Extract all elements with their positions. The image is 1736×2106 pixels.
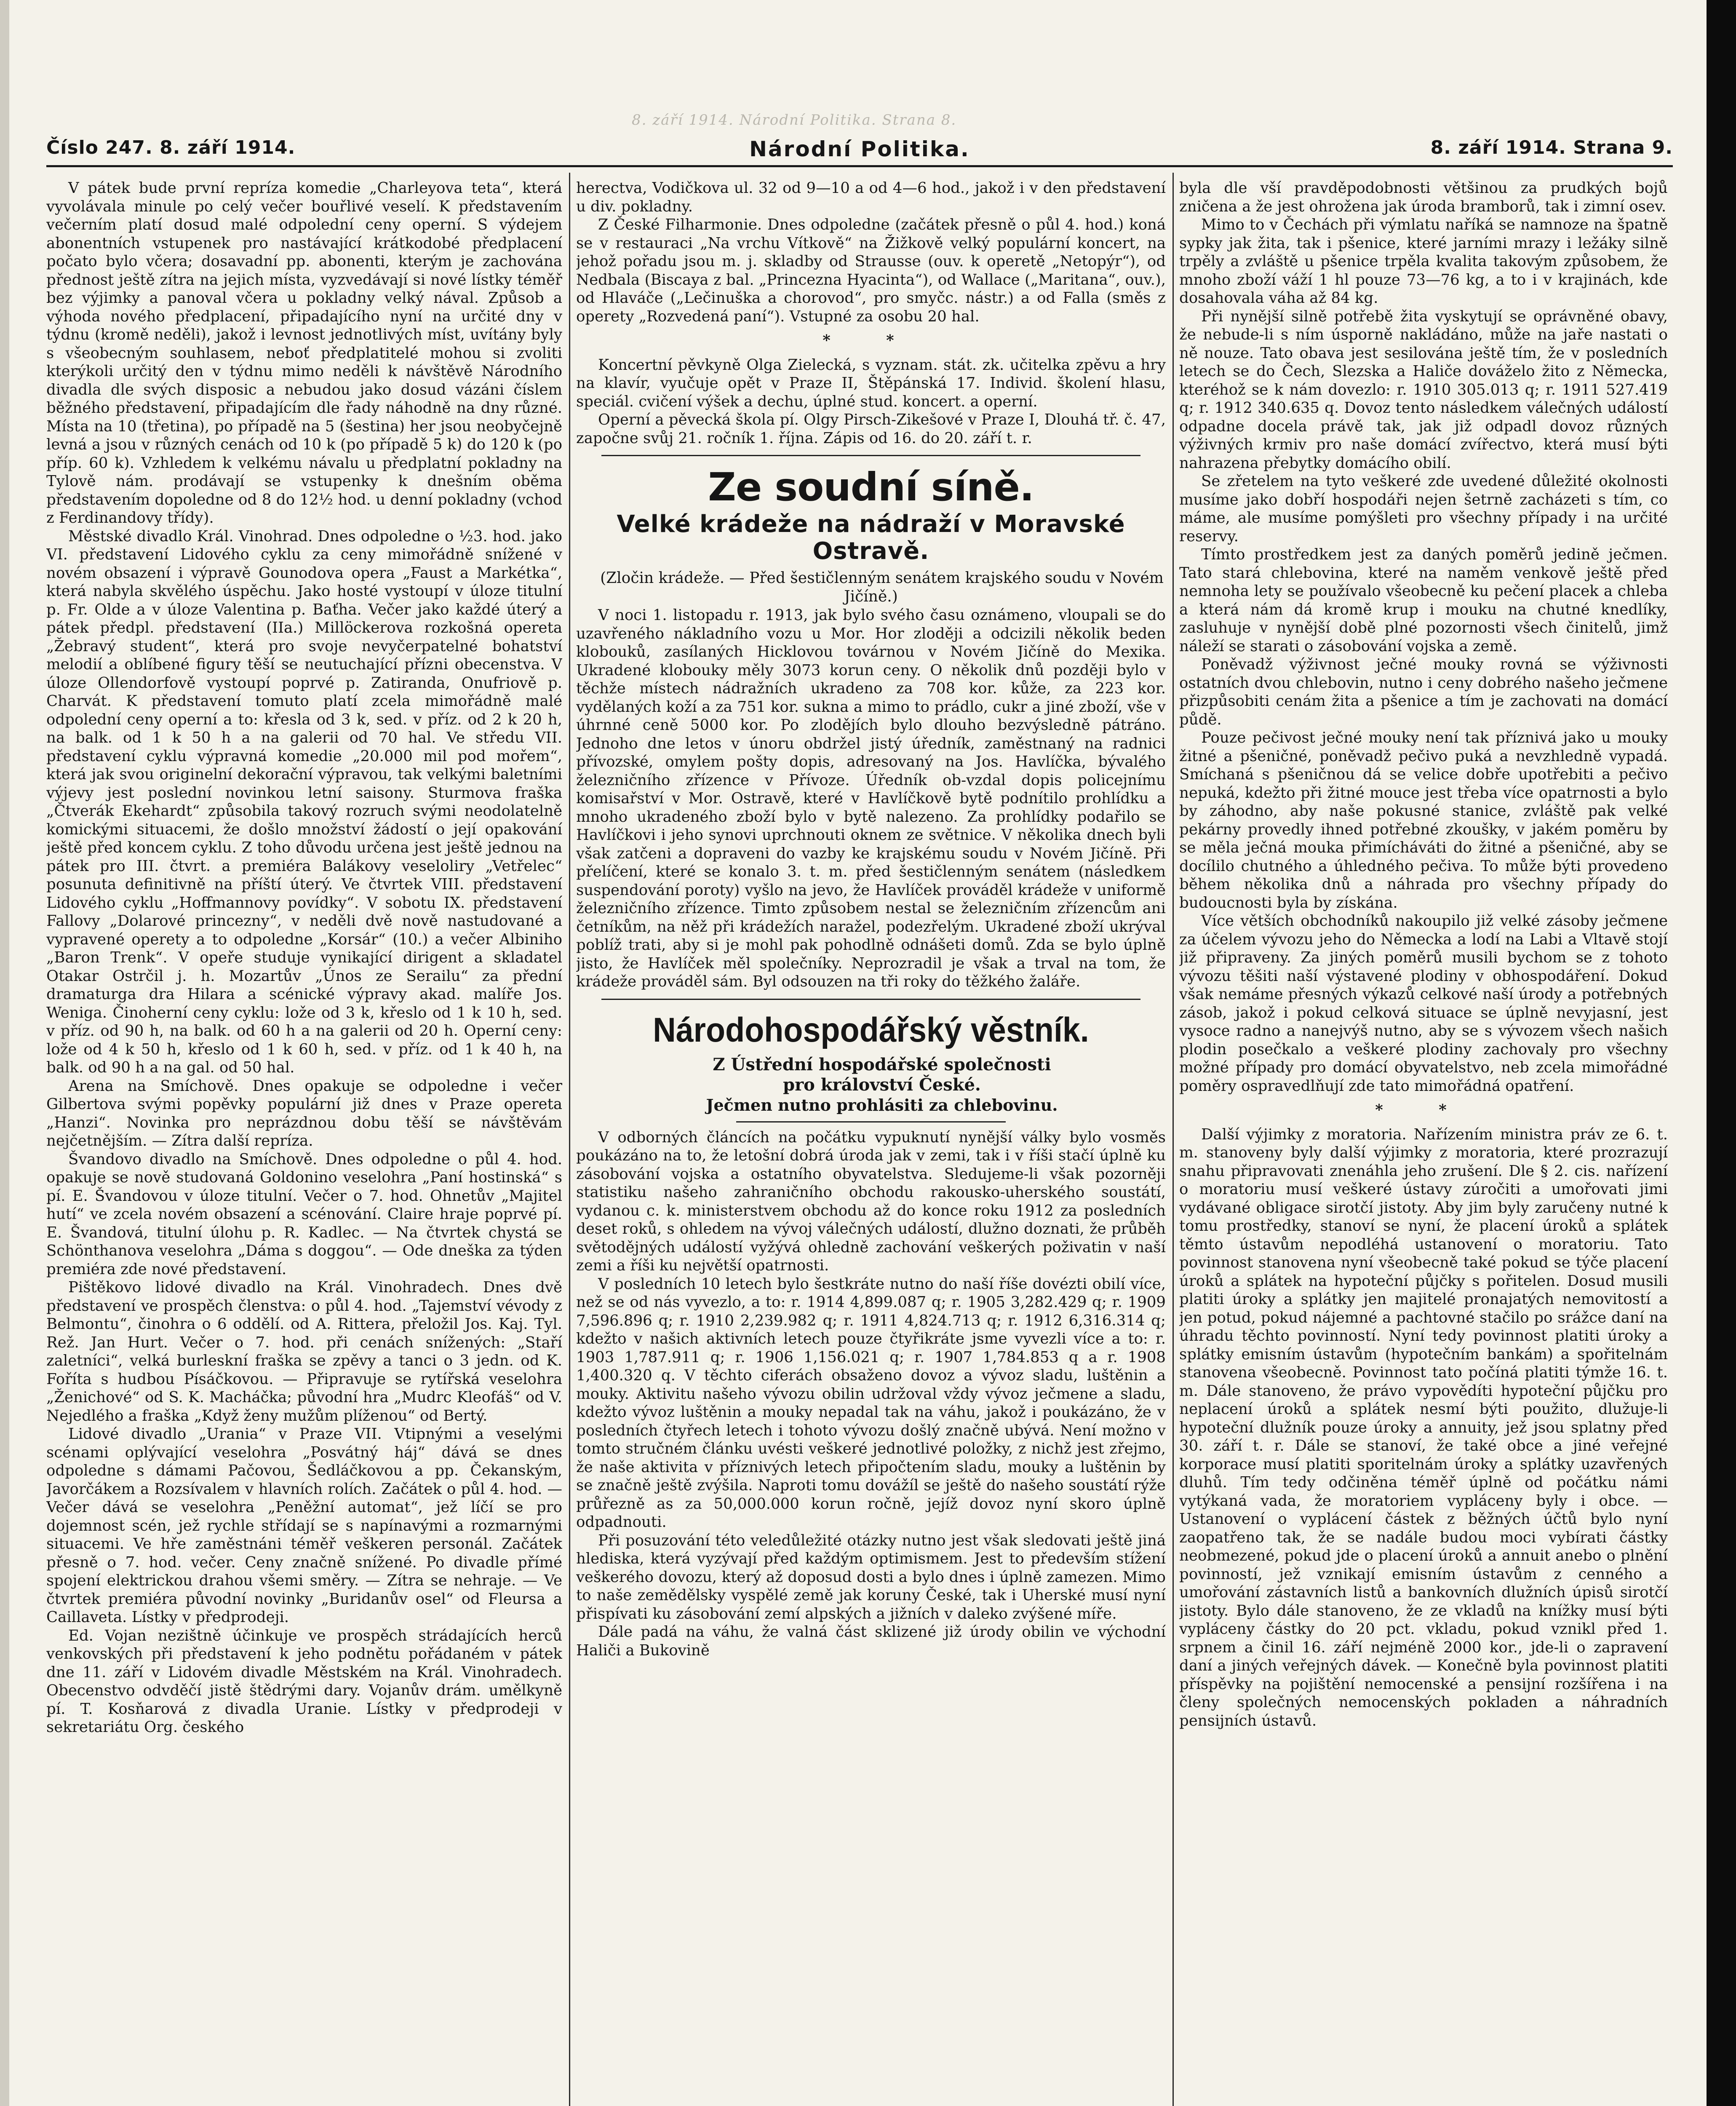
header-rule — [46, 165, 1673, 167]
notice-opera-school: Operní a pěvecká škola pí. Olgy Pirsch-Zikešové v Praze I, Dlouhá tř. č. 47, započne svůj 21. ročník 1. října. Zápis od 16. do 20. září t. r. — [576, 411, 1166, 447]
scan-right-edge — [1707, 0, 1736, 2106]
article-continuation: herectva, Vodičkova ul. 32 od 9—10 a od 4—6 hod., jakož i v den představení u div. pokladny. — [576, 179, 1166, 215]
economy-reserves: Se zřetelem na tyto veškeré zde uvedené důležité okolnosti musíme jako dobří hospodáři nejen šetrně zacházeti s tím, co máme, ale musíme pomýšleti pro všechny případy i na určité reservy. — [1179, 473, 1668, 545]
column-theatre-news — [46, 179, 562, 2106]
masthead-title: Národní Politika. — [749, 137, 970, 161]
section-ornament: * * — [1375, 1101, 1472, 1119]
section-rule — [601, 999, 1140, 1000]
article-arena-smichov: Arena na Smíchově. Dnes opakuje se odpoledne i večer Gilbertova svými popěvky populární již dnes v Praze opereta „Hanzi“. Novinka pro neprázdnou dobu těší se návštěvám nejčetnějším. — Zítra další repríza. — [46, 1077, 562, 1149]
headline-rule — [736, 1121, 1006, 1122]
economy-barley: Tímto prostředkem jest za daných poměrů jedině ječmen. Tato stará chlebovina, které na naměm venkově ještě před nemnoha lety se používalo všeobecně ku pečení placek a chleba a která nám dá kromě krup i mouku na chutné knedlíky, zasluhuje v nynější době plné pozornosti všech činitelů, jimž náleží se starati o zásobování vojska a země. — [1179, 546, 1668, 655]
economy-article-headline: Ječmen nutno prohlásiti za chlebovinu. — [706, 1095, 1058, 1114]
column-divider-1 — [569, 173, 570, 2106]
notice-singer-zielecka: Koncertní pěvkyně Olga Zielecká, s vyznam. stát. zk. učitelka zpěvu a hry na klavír, vyučuje opět v Praze II, Štěpánská 17. Individ. školení hlasu, speciál. cvičení výšek a dechu, úplné stud. koncert. a operní. — [576, 356, 1166, 410]
article-vojan-benefit: Ed. Vojan nezištně účinkuje ve prospěch strádajících herců venkovských při představení k jeho podnětu pořádaném v pátek dne 11. září v Lidovém divadle Městském na Král. Vinohradech. Obecenstvo odvděčí jistě štědrými dary. Vojanův drám. umělkyně pí. T. Kosňarová z divadla Uranie. Lístky v předprodeji v sekretariátu Org. českého — [46, 1627, 562, 1736]
economy-export: Více větších obchodníků nakoupilo již velké zásoby ječmene za účelem vývozu jeho do Německa a lodí na Labi a Vltavě stojí již připraveny. Za jiných poměrů musili bychom se z tohoto vývozu těšiti naší výstavené plodiny v obhospodáření. Dokud však nemáme přesných výkazů celkové naší úrody a potřebných zásob, jakož i pokud celková situace se úplně nevyjasní, jest vysoce radno a nanejvýš nutno, aby se s vývozem všech našich plodin posečkalo a veškeré plodiny zachovaly pro všechny možné případy pro domácí obyvatelstvo, neb zcela mimořádné poměry ospravedlňují zde tato mimořádná opatření. — [1179, 912, 1668, 1095]
column-court-economy — [576, 179, 1166, 2106]
economy-article-p3: Při posuzování této veledůležité otázky nutno jest však sledovati ještě jiná hlediska, která vyzývají před každým optimismem. Jest to především stížení veškerého dovozu, který až doposud dosti a bylo dnes i úplně zamezen. Mimo to naše zemědělsky vyspělé země jak koruny České, tak i Uherské musí nyní přispívati ku zásobování zemí alpských a jižních v daleko zvýšené míře. — [576, 1531, 1166, 1622]
economy-barley-baking: Pouze pečivost ječné mouky není tak příznivá jako u mouky žitné a pšeničné, poněvadž pečivo puká a nevzhledně vypadá. Smíchaná s pšeničnou dá se velice dobře upotřebiti a pečivo nepuká, kdežto při žitné mouce jest třeba více opatrnosti a bylo by záhodno, aby naše pokusné stanice, zvláště pak velké pekárny provedly ihned potřebné zkoušky, v jakém poměru by se měla ječná mouka přimícháváti do žitné a pšeničné, aby se docílilo chutného a úhledného pečiva. To může býti provedeno během několika dnů a náhrada pro všechny případy do budoucnosti byla by získána. — [1179, 729, 1668, 911]
article-pistek-theatre: Pištěkovo lidové divadlo na Král. Vinohradech. Dnes dvě představení ve prospěch členstva: o půl 4. hod. „Tajemství vévody z Belmontu“, činohra o 6 oddělí. od A. Rittera, přeložil Jos. Kaj. Tyl. Rež. Jan Hurt. Večer o 7. hod. při cenách snížených: „Staří zaletníci“, velká burleskní fraška se zpěvy a tanci o 3 jedn. od K. Foříta s hudbou Písáčkovou. — Připravuje se rytířská veselohra „Ženichové“ od S. K. Macháčka; původní hra „Mudrc Kleofáš“ od V. Nejedlého a fraška „Když ženy mužům plíženou“ od Bertý. — [46, 1279, 562, 1424]
economy-source-line2: pro království České. — [783, 1074, 981, 1095]
section-rule — [601, 455, 1140, 456]
section-ornament: * * — [823, 332, 919, 349]
economy-harvest: Mimo to v Čechách při výmlatu naříká se namnoze na špatně sypky jak žita, tak i pšenice, které jarními mrazy i ležáky silně trpěly a zvláště u pšenice trpěla kvalita takovým způsobem, že mnoho zboží váží 1 hl pouze 73—76 kg, a to i v krajinách, kde dosahovala váha až 84 kg. — [1179, 216, 1668, 307]
article-vinohrady-theatre: Městské divadlo Král. Vinohrad. Dnes odpoledne o ½3. hod. jako VI. představení Lidového cyklu za ceny mimořádně snížené v novém obsazení i výpravě Gounodova opera „Faust a Markétka“, která nabyla skvělého úspěchu. Jako hosté vystoupí v úloze titulní p. Fr. Olde a v úloze Valentina p. Baťha. Večer jako každé úterý a pátek předpl. představení (IIa.) Millöckerova rozkošná opereta „Žebravý student“, která pro svoje nevyčerpatelné bohatství melodií a oblíbené figury těší se neutuchající přízni obecenstva. V úloze Ollendorfově vystoupí poprvé p. Zatiranda, Onufriově p. Charvát. K představení tomuto platí zcela mimořádně malé odpolední ceny operní a to: křesla od 3 k, sed. v příz. od 2 k 20 h, na balk. od 1 k 50 h a na galerii od 70 hal. Ve středu VII. představení cyklu výpravná komedie „20.000 mil pod mořem“, která jak svou originelní dekorační výpravou, tak velkými baletními výjevy jest poslední novinkou letní saisony. Sturmova fraška „Čtverák Ekehardt“ způsobila takový rozruch svými neodolatelně komickými situacemi, že došlo množství žádostí o její opakování ještě před koncem cyklu. Z toho důvodu určena jest ještě jednou na pátek pro III. čtvrt. a premiéra Balákovy veseloliry „Vetřelec“ posunuta definitivně na příští úterý. Ve čtvrtek VIII. představení Lidového cyklu „Hoffmannovy povídky“. V sobotu IX. představení Fallovy „Dolarové princezny“, v neděli dvě nově nastudované a vypravené operety a to odpoledne „Korsár“ (10.) a večer Albiniho „Baron Trenk“. V opeře studuje vynikající dirigent a skladatel Otakar Ostrčil j. h. Mozartův „Únos ze Serailu“ za přední dramaturga dra Hilara a scénické výpravy akad. malíře Jos. Wenigа. Činoherní ceny cyklu: lože od 3 k, křeslo od 1 k 10 h, sed. v příz. od 90 h, na balk. od 60 h a na galerii od 20 h. Operní ceny: lože od 4 k 50 h, křeslo od 1 k 60 h, sed. v příz. od 1 k 40 h, na balk. od 90 h a na gal. od 50 hal. — [46, 527, 562, 1076]
economy-section-title: Národohospodářský věstník. — [653, 1010, 1089, 1049]
economy-source-line1: Z Ústřední hospodářské společnosti — [713, 1054, 1051, 1074]
economy-barley-price: Poněvadž výživnost ječné mouky rovná se výživnosti ostatních dvou chlebovin, nutno i ceny dobrého našeho ječmene přizpůsobiti cenám žita a pšenice a tím je zachovati na domácí půdě. — [1179, 656, 1668, 728]
column-divider-2 — [1172, 173, 1174, 2106]
article-national-theatre: V pátek bude první repríza komedie „Charleyova teta“, která vyvolávala minule po celý večer bouřlivé veselí. K představením večerním platí dosud malé odpolední ceny operní. S výdejem abonentních vstupenek pro nastávající krátkodobé předplacení počato bylo včera; dosavadní pp. abonenti, kterým je zachována přednost ještě zítra na jejich místa, vyzvedávají si nové lístky téměř bez výjimky a panoval včera u pokladny velký nával. Způsob a výhoda nového předplacení, připadajícího nyní na určité dny v týdnu (kromě neděli), jakož i levnost jednotlivých míst, uvítány byly s všeobecným souhlasem, neboť předplatitelé mohou si zvoliti kterýkoli určitý den v týdnu mimo neděli k návštěvě Národního divadla dle svých disposic a nebudou jako dosud vázáni číslem běžného představení, připadajícím dle řady náhodně na dny různé. Místa na 10 (třetina), po případě na 5 (šestina) her jsou neobyčejně levná a jsou v různých cenách od 10 k (po případě 5 k) do 120 k (po příp. 60 k). Vzhledem k velkému návalu u předplatní pokladny na Tylově nám. prodávají se vstupenky k dnešním oběma představením dopoledne od 8 do 12½ hod. u denní pokladny (vchod z Ferdinandovy třídy). — [46, 179, 562, 526]
bleed-through-text: 8. září 1914. Národní Politika. Strana 8. — [632, 112, 957, 128]
economy-rye-shortage: Při nynější silně potřebě žita vyskytují se oprávněné obavy, že nebude-li s ním úsporně nakládáno, může na jaře nastati o ně nouze. Tato obava jest sesilována ještě tím, že v posledních letech se do Čech, Slezska a Haliče dováželo žito z Německa, kteréhož se k nám dovezlo: r. 1910 305.013 q; r. 1911 527.419 q; r. 1912 340.635 q. Dovoz tento následkem válečných událostí odpadne docela právě tak, jak již odpadl dovoz různých výživných krmiv pro naše domácí zvířectvo, která musí býti nahrazena přebytky domácího obilí. — [1179, 307, 1668, 472]
article-moratorium: Další výjimky z moratoria. Nařízením ministra práv ze 6. t. m. stanoveny byly další výjimky z moratoria, které prozrazují snahu připravovati znenáhla jeho zrušení. Dle § 2. cis. nařízení o moratoriu musí veškeré ústavy zúročiti a umořovati jimi vydávané obligace sirotčí jistoty. Aby jim byly zaručeny nutné k tomu prostředky, stanoví se nyní, že placení úroků a splátek těmto ústavům nepodléhá ustanovení o moratoriu. Tato povinnost stanovena nyní všeobecně také pokud se týče placení úroků a splátek na hypoteční půjčky s pořitelen. Dosud musili platiti úroky a splátky jen majitelé pronajatých nemovitostí a jen potud, pokud nájemné a pachtovné stačilo po srážce daní na úhradu těchto povinností. Nyní tedy povinnost platiti úroky a splátky emisním ústavům (hypotečním bankám) a spořitelnám stanovena všeobecně. Povinnost tato počíná platiti týmže 16. t. m. Dále stanoveno, že právo vypovědíti hypoteční půjčku pro neplacení úroků a splátek nesmí býti použito, dlužuje-li hypoteční dlužník pouze úroky a annuity, jež jsou splatny před 30. září t. r. Dále se stanoví, že také obce a jiné veřejné korporace musí platiti sporitelnám úroky a splátky uzavřených dluhů. Tím tedy odčiněna téměř úplně od počátku námi vytýkaná vada, že moratoriem vypláceny byly i obce. — Ustanovení o vyplácení částek z běžných účtů bylo nyní zaopatřeno tak, že se nadále budou moci vybírati částky neobmezené, pokud jde o placení úroků a annuit anebo o plnění povinností, jež vznikají emisním ústavům z cenného a umořování zástavních listů a bankovních dlužních úpisů sirotčí jistoty. Bylo dále stanoveno, že ze vkladů na knížky musí býti vypláceny částky do 20 pct. vkladu, pokud vznikl před 1. srpnem a činil 16. září nejméně 2000 kor., jde-li o zapravení daní a jiných veřejných dávek. — Konečně byla povinnost platiti příspěvky na pojištění nemocenské a pensijní rozšířena i na členy společných nemocenských pokladen a náhradních pensijních ústavů. — [1179, 1125, 1668, 1729]
economy-article-p4: Dále padá na váhu, že valná část sklizené již úrody obilin ve východní Haliči a Bukovině — [576, 1623, 1166, 1659]
scan-left-edge — [0, 0, 9, 2106]
court-article-note: (Zločin krádeže. — Před šestičlenným senátem krajského soudu v Novém Jičíně.) — [600, 569, 1164, 605]
economy-article-p1: V odborných článcích na počátku vypuknutí nynější války bylo vosměs poukázáno na to, že letošní dobrá úroda jak v zemi, tak i v říši stačí úplně ku zásobování vojska a ostatního obyvatelstva. Sledujeme-li však pozorněji statistiku našeho zahraničního obchodu rakousko-uherského soustátí, vydanou c. k. ministerstvem obchodu až do konce roku 1912 za posledních deset roků, s ohledem na vývoj válečných událostí, dlužno doznati, že průběh světodějných událostí vyžývá ohledně zachování veškerých poživatin v naší zemi a říši ku největší opatrnosti. — [576, 1128, 1166, 1274]
court-article-body: V noci 1. listopadu r. 1913, jak bylo svého času oznámeno, vloupali se do uzavřeného nákladního vozu u Mor. Hor zloději a odcizili několik beden klobouků, zasílaných Hicklovou továrnou v Novém Jičíně do Mexika. Ukradené klobouky měly 3073 korun ceny. O několik dnů později bylo v těchže místech nádražních ukradeno za 708 kor. kůže, za 223 kor. vydělaných koží a za 751 kor. sukna a mimo to prádlo, cukr a jiné zboží, vše v úhrnné ceně 5000 kor. Po zlodějích bylo dlouho bezvýsledně pátráno. Jednoho dne letos v únoru obdržel jistý úředník, zaměstnaný na radnici přívozské, omylem pošty dopis, adresovaný na Jos. Havlíčka, bývalého železničního zřízence v Přívoze. Úředník ob-vzdal dopis policejnímu komisařství v Mor. Ostravě, které v Havlíčkově bytě podnítilo prohlídku a mnoho ukradeného zboží bylo v bytě nalezeno. Za prohlídky podařilo se Havlíčkovi i jeho synovi uprchnouti oknem ze světnice. V několika dnech byli však zatčeni a dopraveni do vazby ke krajskému soudu v Novém Jičíně. Při přelíčení, které se konalo 3. t. m. před šestičlenným senátem (následkem suspendování poroty) vyšlo na jevo, že Havlíček prováděl krádeže v uniformě železničního zřízence. Timto způsobem nestal se železničním zřízencům ani četníkům, na něž při krádežích naražel, podezřelým. Ukradené zboží ukrýval poblíž trati, aby si je mohl pak pohodlně odnášeti domů. Zda se bylo úplně jisto, že Havlíček měl společníky. Neprozradil je však a trval na tom, že krádeže prováděl sám. Byl odsouzen na tři roky do těžkého žaláře. — [576, 607, 1166, 990]
column-economy-moratorium — [1179, 179, 1668, 2106]
article-czech-philharmonic: Z České Filharmonie. Dnes odpoledne (začátek přesně o půl 4. hod.) koná se v restauraci „Na vrchu Vítkově“ na Žižkově velký populární koncert, na jehož pořadu jsou m. j. skladby od Strausse (ouv. k operetě „Netopýr“), od Nedbala (Biscaya z bal. „Princezna Hyacinta“), od Wallace („Maritana“, ouv.), od Hlaváče („Lečinuška a chorovod“, pro smyčc. nástr.) a od Falla (směs z operety „Rozvedená paní“). Vstupné za osobu 20 hal. — [576, 216, 1166, 325]
court-section-title: Ze soudní síně. — [708, 465, 1034, 510]
issue-number-date: Číslo 247. 8. září 1914. — [46, 137, 296, 158]
article-urania-theatre: Lidové divadlo „Urania“ v Praze VII. Vtipnými a veselými scénami oplývající veselohra „Posvátný háj“ dává se dnes odpoledne s dámami Pačovou, Šedláčkovou a pp. Čekanským, Javorčákem a Rozsívalem v hlavních rolích. Začátek o půl 4. hod. — Večer dává se veselohra „Peněžní automat“, jež líčí se pro dojemnost scén, jež rychle střídají se s napínavými a rozmarnými situacemi. Ve hře zaměstnáni téměř veškeren personál. Začátek přesně o 7. hod. večer. Ceny značně snížené. Po divadle přímé spojení elektrickou drahou všemi směry. — Zítra se nehraje. — Ve čtvrtek premiéra původní novinky „Buridanův osel“ od Fleursa a Caillaveta. Lístky v předprodeji. — [46, 1425, 562, 1626]
date-page-number: 8. září 1914. Strana 9. — [1430, 137, 1673, 158]
economy-continuation: byla dle vší pravděpodobnosti většinou za prudkých bojů zničena a že jest ohrožena jak úroda bramborů, tak i zimní osev. — [1179, 179, 1668, 215]
economy-article-p2: V posledních 10 letech bylo šestkráte nutno do naší říše dovézti obilí více, než se od nás vyvezlo, a to: r. 1914 4,899.087 q; r. 1905 3,282.429 q; r. 1909 7,596.896 q; r. 1910 2,239.982 q; r. 1911 4,824.713 q; r. 1912 6,316.314 q; kdežto v našich aktivních letech pouze čtyřikráte jsme vyvezli více a to: r. 1903 1,787.911 q; r. 1906 1,156.021 q; r. 1907 1,784.853 q a r. 1908 1,400.320 q. V těchto ciferách obsaženo dovoz a vývoz sladu, luštěnin a mouky. Aktivitu našeho vývozu obilin udržoval vždy vývoz ječmene a sladu, kdežto vývoz luštěnin a mouky nepadal tak na váhu, jakož i poukázáno, že v posledních čtyřech letech i tohoto vývozu došlý značně ubývá. Není možno v tomto stručném článku uvésti veškeré jednotlivé položky, z nichž jest zřejmo, že naše aktivita v příznivých letech připočtením sladu, mouky a luštěnin by se značně ještě zvýšila. Naproti tomu dovážíl se ještě do našeho soustátí rýže průřezně as za 50,000.000 korun ročně, jejíž dovoz nyní skoro úplně odpadnouti. — [576, 1275, 1166, 1531]
court-article-headline: Velké krádeže na nádraží v Moravské Ostravě. — [617, 510, 1125, 565]
article-svanda-theatre: Švandovo divadlo na Smíchově. Dnes odpoledne o půl 4. hod. opakuje se nově studovaná Goldonino veselohra „Paní hostinská“ s pí. E. Švandovou v úloze titulní. Večer o 7. hod. Ohnetův „Majitel hutí“ ve zcela novém obsazení a scénování. Claire hraje poprvé pí. E. Švandová, titulní úlohu p. R. Kadlec. — Na čtvrtek chystá se Schönthanova veselohra „Dáma s doggou“. — Ode dneška za týden premiéra zde nové představení. — [46, 1150, 562, 1278]
